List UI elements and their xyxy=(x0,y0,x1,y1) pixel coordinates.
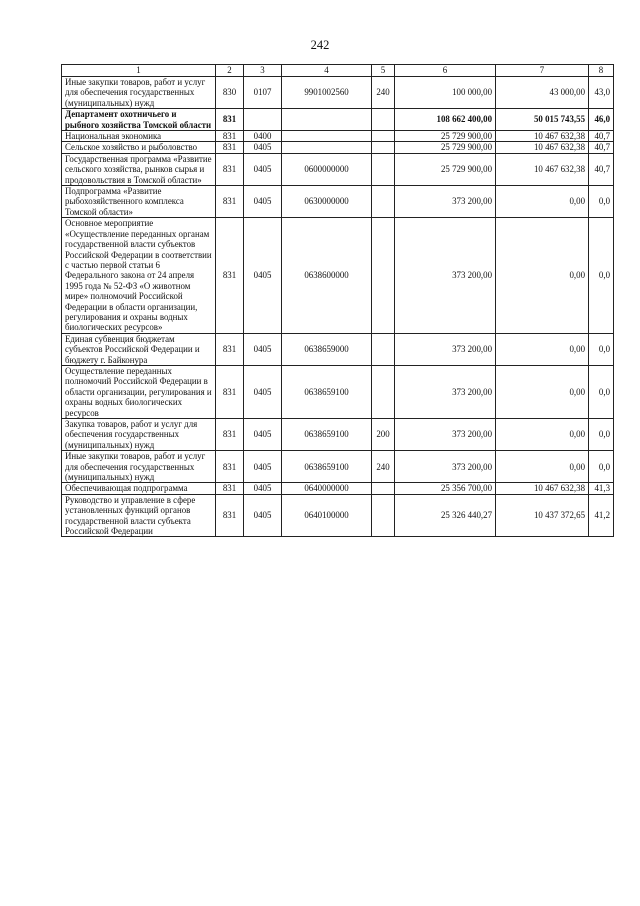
admin-code-cell: 831 xyxy=(216,186,244,218)
admin-code-cell: 831 xyxy=(216,153,244,185)
actual-amount-cell: 0,00 xyxy=(496,333,589,365)
plan-amount-cell: 25 356 700,00 xyxy=(395,483,496,494)
actual-amount-cell: 10 467 632,38 xyxy=(496,483,589,494)
plan-amount-cell: 373 200,00 xyxy=(395,333,496,365)
table-row xyxy=(62,153,614,185)
actual-amount-cell: 0,00 xyxy=(496,218,589,333)
percent-cell: 0,0 xyxy=(589,451,614,483)
section-code-cell xyxy=(244,109,282,131)
row-name-cell: Государственная программа «Развитие сельского хозяйства, рынков сырья и продовольствия в Томской области» xyxy=(62,153,216,185)
actual-amount-cell: 10 467 632,38 xyxy=(496,131,589,142)
expense-kind-cell xyxy=(372,186,395,218)
target-code-cell: 0630000000 xyxy=(282,186,372,218)
admin-code-cell: 831 xyxy=(216,419,244,451)
plan-amount-cell: 373 200,00 xyxy=(395,419,496,451)
section-code-cell: 0405 xyxy=(244,365,282,418)
table-row xyxy=(62,131,614,142)
table-row xyxy=(62,218,614,333)
target-code-cell: 0600000000 xyxy=(282,153,372,185)
admin-code-cell: 831 xyxy=(216,333,244,365)
row-name-cell: Осуществление переданных полномочий Российской Федерации в области организации, регулирования и охраны водных биологических ресурсов xyxy=(62,365,216,418)
budget-table xyxy=(61,64,614,537)
plan-amount-cell: 25 729 900,00 xyxy=(395,131,496,142)
target-code-cell: 0640100000 xyxy=(282,494,372,537)
section-code-cell: 0405 xyxy=(244,186,282,218)
table-row xyxy=(62,142,614,153)
actual-amount-cell: 50 015 743,55 xyxy=(496,109,589,131)
row-name-cell: Основное мероприятие «Осуществление переданных органам государственной власти субъектов Российской Федерации в соответствии с частью первой статьи 6 Федерального закона от 24 апреля 1995 года № 52-ФЗ «О животном мире» полномочий Российской Федерации в области организации, регулирования и охраны водных биологических ресурсов» xyxy=(62,218,216,333)
target-code-cell xyxy=(282,142,372,153)
row-name-cell: Руководство и управление в сфере установленных функций органов государственной власти субъекта Российской Федерации xyxy=(62,494,216,537)
section-code-cell: 0405 xyxy=(244,218,282,333)
percent-cell: 0,0 xyxy=(589,186,614,218)
table-row xyxy=(62,77,614,109)
admin-code-cell: 831 xyxy=(216,142,244,153)
percent-cell: 0,0 xyxy=(589,333,614,365)
table-row xyxy=(62,109,614,131)
percent-cell: 43,0 xyxy=(589,77,614,109)
row-name-cell: Иные закупки товаров, работ и услуг для обеспечения государственных (муниципальных) нужд xyxy=(62,451,216,483)
table-row xyxy=(62,333,614,365)
plan-amount-cell: 108 662 400,00 xyxy=(395,109,496,131)
admin-code-cell: 831 xyxy=(216,218,244,333)
actual-amount-cell: 0,00 xyxy=(496,186,589,218)
table-row xyxy=(62,186,614,218)
target-code-cell: 9901002560 xyxy=(282,77,372,109)
target-code-cell xyxy=(282,109,372,131)
table-body xyxy=(62,77,614,537)
plan-amount-cell: 373 200,00 xyxy=(395,365,496,418)
expense-kind-cell xyxy=(372,218,395,333)
table-row xyxy=(62,494,614,537)
section-code-cell: 0405 xyxy=(244,419,282,451)
row-name-cell: Подпрограмма «Развитие рыбохозяйственного комплекса Томской области» xyxy=(62,186,216,218)
table-row xyxy=(62,365,614,418)
expense-kind-cell: 200 xyxy=(372,419,395,451)
actual-amount-cell: 43 000,00 xyxy=(496,77,589,109)
actual-amount-cell: 0,00 xyxy=(496,451,589,483)
actual-amount-cell: 10 467 632,38 xyxy=(496,153,589,185)
expense-kind-cell xyxy=(372,131,395,142)
expense-kind-cell xyxy=(372,142,395,153)
table-row xyxy=(62,483,614,494)
table-row xyxy=(62,451,614,483)
expense-kind-cell xyxy=(372,153,395,185)
percent-cell: 0,0 xyxy=(589,365,614,418)
plan-amount-cell: 25 326 440,27 xyxy=(395,494,496,537)
target-code-cell: 0638600000 xyxy=(282,218,372,333)
row-name-cell: Обеспечивающая подпрограмма xyxy=(62,483,216,494)
target-code-cell: 0638659100 xyxy=(282,365,372,418)
section-code-cell: 0405 xyxy=(244,153,282,185)
plan-amount-cell: 373 200,00 xyxy=(395,451,496,483)
admin-code-cell: 831 xyxy=(216,131,244,142)
actual-amount-cell: 0,00 xyxy=(496,365,589,418)
admin-code-cell: 831 xyxy=(216,365,244,418)
target-code-cell: 0638659100 xyxy=(282,419,372,451)
admin-code-cell: 831 xyxy=(216,451,244,483)
percent-cell: 0,0 xyxy=(589,419,614,451)
actual-amount-cell: 10 437 372,65 xyxy=(496,494,589,537)
expense-kind-cell: 240 xyxy=(372,77,395,109)
section-code-cell: 0405 xyxy=(244,142,282,153)
row-name-cell: Сельское хозяйство и рыболовство xyxy=(62,142,216,153)
expense-kind-cell xyxy=(372,494,395,537)
expense-kind-cell: 240 xyxy=(372,451,395,483)
expense-kind-cell xyxy=(372,333,395,365)
plan-amount-cell: 25 729 900,00 xyxy=(395,153,496,185)
expense-kind-cell xyxy=(372,483,395,494)
header-cell: 5 xyxy=(372,65,395,77)
percent-cell: 41,3 xyxy=(589,483,614,494)
header-cell: 3 xyxy=(244,65,282,77)
percent-cell: 40,7 xyxy=(589,142,614,153)
actual-amount-cell: 0,00 xyxy=(496,419,589,451)
section-code-cell: 0405 xyxy=(244,333,282,365)
expense-kind-cell xyxy=(372,365,395,418)
expense-kind-cell xyxy=(372,109,395,131)
section-code-cell: 0400 xyxy=(244,131,282,142)
target-code-cell xyxy=(282,131,372,142)
plan-amount-cell: 100 000,00 xyxy=(395,77,496,109)
plan-amount-cell: 373 200,00 xyxy=(395,186,496,218)
admin-code-cell: 830 xyxy=(216,77,244,109)
section-code-cell: 0405 xyxy=(244,451,282,483)
percent-cell: 40,7 xyxy=(589,153,614,185)
admin-code-cell: 831 xyxy=(216,483,244,494)
header-cell: 4 xyxy=(282,65,372,77)
header-row xyxy=(62,65,614,77)
target-code-cell: 0640000000 xyxy=(282,483,372,494)
row-name-cell: Единая субвенция бюджетам субъектов Российской Федерации и бюджету г. Байконура xyxy=(62,333,216,365)
page-number: 242 xyxy=(310,38,330,52)
plan-amount-cell: 373 200,00 xyxy=(395,218,496,333)
row-name-cell: Закупка товаров, работ и услуг для обеспечения государственных (муниципальных) нужд xyxy=(62,419,216,451)
percent-cell: 0,0 xyxy=(589,218,614,333)
percent-cell: 40,7 xyxy=(589,131,614,142)
section-code-cell: 0405 xyxy=(244,483,282,494)
row-name-cell: Национальная экономика xyxy=(62,131,216,142)
header-cell: 1 xyxy=(62,65,216,77)
header-cell: 7 xyxy=(496,65,589,77)
row-name-cell: Иные закупки товаров, работ и услуг для обеспечения государственных (муниципальных) нужд xyxy=(62,77,216,109)
admin-code-cell: 831 xyxy=(216,494,244,537)
header-cell: 2 xyxy=(216,65,244,77)
plan-amount-cell: 25 729 900,00 xyxy=(395,142,496,153)
table-row xyxy=(62,419,614,451)
target-code-cell: 0638659000 xyxy=(282,333,372,365)
row-name-cell: Департамент охотничьего и рыбного хозяйства Томской области xyxy=(62,109,216,131)
percent-cell: 46,0 xyxy=(589,109,614,131)
actual-amount-cell: 10 467 632,38 xyxy=(496,142,589,153)
admin-code-cell: 831 xyxy=(216,109,244,131)
percent-cell: 41,2 xyxy=(589,494,614,537)
header-cell: 6 xyxy=(395,65,496,77)
section-code-cell: 0107 xyxy=(244,77,282,109)
section-code-cell: 0405 xyxy=(244,494,282,537)
target-code-cell: 0638659100 xyxy=(282,451,372,483)
header-cell: 8 xyxy=(589,65,614,77)
